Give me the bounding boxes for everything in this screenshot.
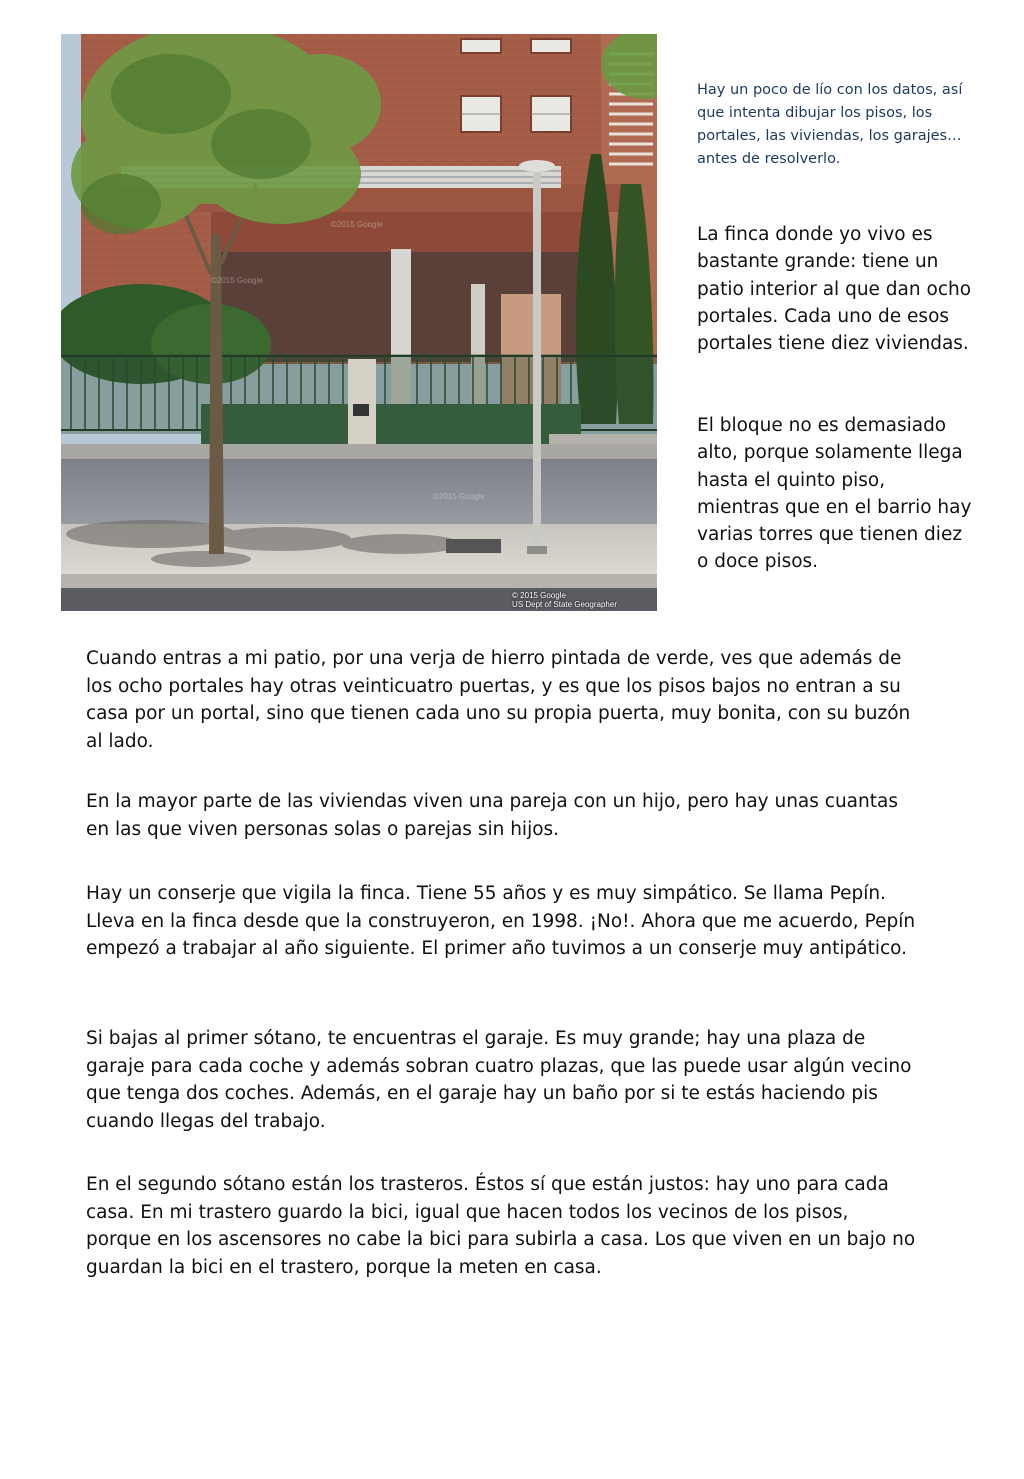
side-paragraph: El bloque no es demasiado alto, porque solamente llega hasta el quinto piso, mientras que en el barrio hay varias torres que tienen diez o doce pisos. xyxy=(697,415,972,573)
photo-credit-line: US Dept of State Geographer xyxy=(512,600,617,609)
body-paragraph: En la mayor parte de las viviendas viven una pareja con un hijo, pero hay unas cuantas en las que viven personas solas o parejas sin hijos. xyxy=(86,791,898,840)
body-paragraph: Si bajas al primer sótano, te encuentras el garaje. Es muy grande; hay una plaza de garaje para cada coche y además sobran cuatro plazas, que las puede usar algún vecino que tenga dos coches. Además, en el garaje hay un baño por si te estás haciendo pis cuando llegas del trabajo. xyxy=(86,1028,912,1132)
street-view-photo xyxy=(61,34,657,611)
body-paragraph: Hay un conserje que vigila la finca. Tiene 55 años y es muy simpático. Se llama Pepín. Lleva en la finca desde que la construyeron, en 1998. ¡No!. Ahora que me acuerdo, Pepín empezó a trabajar al año siguiente. El primer año tuvimos a un conserje muy antipático. xyxy=(86,883,916,959)
hint-note: Hay un poco de lío con los datos, así que intenta dibujar los pisos, los portales, las viviendas, los garajes… antes de resolverlo. xyxy=(697,82,963,167)
photo-watermark: ©2015 Google xyxy=(331,220,383,229)
photo-credit xyxy=(512,591,617,609)
photo-illustration xyxy=(61,34,657,611)
photo-watermark: ©2015 Google xyxy=(211,276,263,285)
photo-credit-line: © 2015 Google xyxy=(512,591,566,600)
body-paragraph: En el segundo sótano están los trasteros. Éstos sí que están justos: hay uno para cada casa. En mi trastero guardo la bici, igual que hacen todos los vecinos de los pisos, porque en los ascensores no cabe la bici para subirla a casa. Los que viven en un bajo no guardan la bici en el trastero, porque la meten en casa. xyxy=(86,1174,916,1278)
body-paragraph: Cuando entras a mi patio, por una verja de hierro pintada de verde, ves que además de los ocho portales hay otras veinticuatro puertas, y es que los pisos bajos no entran a su casa por un portal, sino que tienen cada uno su propia puerta, muy bonita, con su buzón al lado. xyxy=(86,648,911,752)
side-paragraph: La finca donde yo vivo es bastante grande: tiene un patio interior al que dan ocho portales. Cada uno de esos portales tiene diez viviendas. xyxy=(697,224,972,355)
photo-watermark: ©2015 Google xyxy=(433,492,485,501)
